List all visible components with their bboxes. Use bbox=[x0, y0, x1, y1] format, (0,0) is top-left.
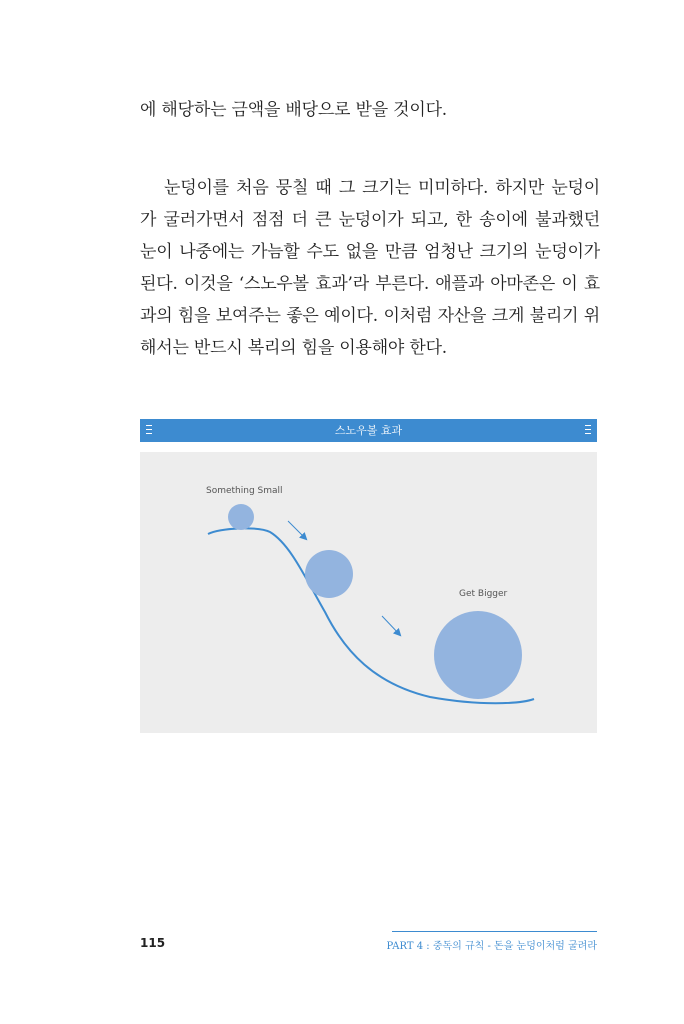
arrow-2 bbox=[382, 616, 400, 635]
figure-header bbox=[140, 419, 597, 442]
footer-rule bbox=[392, 931, 597, 932]
page-number: 115 bbox=[140, 936, 166, 950]
right-menu-icon bbox=[585, 425, 591, 436]
snowball-diagram bbox=[140, 452, 597, 733]
large-snowball bbox=[434, 611, 522, 699]
running-head: PART 4 : 중독의 규칙 - 돈을 눈덩이처럼 굴려라 bbox=[386, 941, 597, 952]
arrow-1 bbox=[288, 521, 306, 539]
medium-snowball bbox=[305, 550, 353, 598]
paragraph-1: 에 해당하는 금액을 배당으로 받을 것이다. bbox=[140, 100, 447, 120]
label-get-bigger: Get Bigger bbox=[459, 589, 508, 599]
small-snowball bbox=[228, 504, 254, 530]
label-something-small: Something Small bbox=[206, 486, 283, 496]
snowball-diagram-svg bbox=[140, 452, 597, 733]
figure-title: 스노우볼 효과 bbox=[334, 424, 403, 437]
paragraph-2: 눈덩이를 처음 뭉칠 때 그 크기는 미미하다. 하지만 눈덩이가 굴러가면서 점점 더 큰 눈덩이가 되고, 한 송이에 불과했던 눈이 나중에는 가늠할 수도 없을 만큼 엄청난 크기의 눈덩이가 된다. 이것을 ‘스노우볼 효과’라 부른다. 애플과 아마존은 이 효과의 힘을 보여주는 좋은 예이다. 이처럼 자산을 크게 불리기 위해서는 반드시 복리의 힘을 이용해야 한다. bbox=[140, 178, 600, 358]
